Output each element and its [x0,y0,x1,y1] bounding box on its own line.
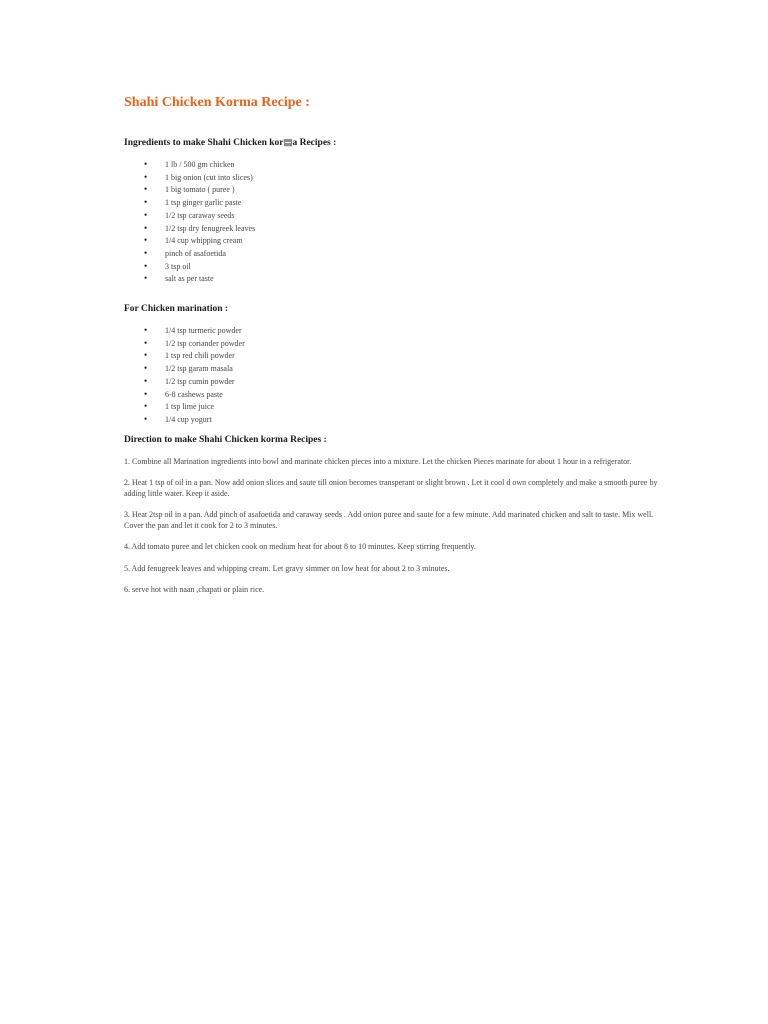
direction-step: 6. serve hot with naan ,chapati or plain rice. [124,585,265,595]
bullet-icon: • [144,171,148,182]
bullet-icon: • [144,413,148,424]
marination-text: 1/4 tsp turmeric powder [165,326,242,336]
ingredient-text: pinch of asafoetida [165,248,226,258]
marination-heading: For Chicken marination : [124,304,229,315]
bullet-icon: • [144,401,148,412]
bullet-icon: • [144,184,148,195]
ingredient-text: salt as per taste [165,274,214,284]
list-item [124,210,664,223]
bullet-icon: • [144,235,148,246]
list-item [124,363,664,376]
bullet-icon: • [144,388,148,399]
ingredient-text: 1 big tomato ( puree ) [165,185,235,195]
bullet-icon: • [144,159,148,169]
bullet-icon: • [144,325,148,336]
page-title: Shahi Chicken Korma Recipe : [124,95,310,110]
list-item [124,325,664,338]
list-item [124,389,664,402]
ingredient-text: 3 tsp oil [165,261,191,271]
recipe-page [124,94,664,607]
list-item [124,401,664,414]
list-item [124,338,664,351]
bullet-icon: • [144,197,148,208]
list-item [124,261,664,274]
direction-step: 2. Heat 1 tsp of oil in a pan. Now add onion slices and saute till onion becomes transperant or slight brown . Let it cool d own completely and make a smooth puree by adding little water. Keep it aside. [124,478,658,498]
ingredients-list [124,159,664,286]
bullet-icon: • [144,375,148,386]
direction-step: 1. Combine all Marination ingredients into bowl and marinate chicken pieces into a mixture. Let the chicken Pieces marinate for about 1 hour in a refrigerator. [124,456,632,466]
bullet-icon: • [144,222,148,233]
bullet-icon: • [144,273,148,284]
marination-list [124,325,664,427]
marination-text: 1/4 cup yogurt [165,414,212,424]
bullet-icon: • [144,337,148,348]
directions-heading: Direction to make Shahi Chicken korma Recipes : [124,434,327,445]
ingredients-heading: Ingredients to make Shahi Chicken kor▤a Recipes : [124,138,337,148]
directions-list [124,457,664,596]
ingredient-text: 1/2 tsp caraway seeds [165,210,235,220]
bullet-icon: • [144,247,148,258]
marination-text: 6-8 cashews paste [165,389,223,399]
list-item [124,172,664,185]
ingredient-text: 1 lb / 500 gm chicken [165,160,235,169]
direction-step: 5. Add fenugreek leaves and whipping cream. Let gravy simmer on low heat for about 2 to 3 minutes. [124,563,450,573]
direction-step: 4. Add tomato puree and let chicken cook on medium heat for about 8 to 10 minutes. Keep stirring frequently. [124,542,476,552]
marination-text: 1/2 tsp cumin powder [165,376,235,386]
list-item [124,223,664,236]
bullet-icon: • [144,260,148,271]
list-item [124,197,664,210]
list-item [124,414,664,427]
list-item [124,235,664,248]
list-item [124,273,664,286]
list-item [124,248,664,261]
ingredient-text: 1/4 cup whipping cream [165,236,243,246]
bullet-icon: • [144,350,148,361]
ingredient-text: 1 tsp ginger garlic paste [165,198,242,208]
marination-text: 1 tsp red chili powder [165,351,235,361]
bullet-icon: • [144,209,148,220]
direction-step: 3. Heat 2tsp oil in a pan. Add pinch of asafoetida and caraway seeds . Add onion puree and saute for a few minute. Add marinated chicken and salt to taste. Mix well. Cover the pan and let it cook for 2 to 3 minutes. [124,510,654,530]
list-item [124,184,664,197]
marination-text: 1/2 tsp garam masala [165,364,233,374]
list-item [124,159,664,172]
marination-text: 1/2 tsp coriander powder [165,338,245,348]
list-item [124,376,664,389]
bullet-icon: • [144,363,148,374]
ingredient-text: 1 big onion (cut into slices) [165,172,253,182]
ingredient-text: 1/2 tsp dry fenugreek leaves [165,223,256,233]
marination-text: 1 tsp lime juice [165,402,215,412]
list-item [124,350,664,363]
